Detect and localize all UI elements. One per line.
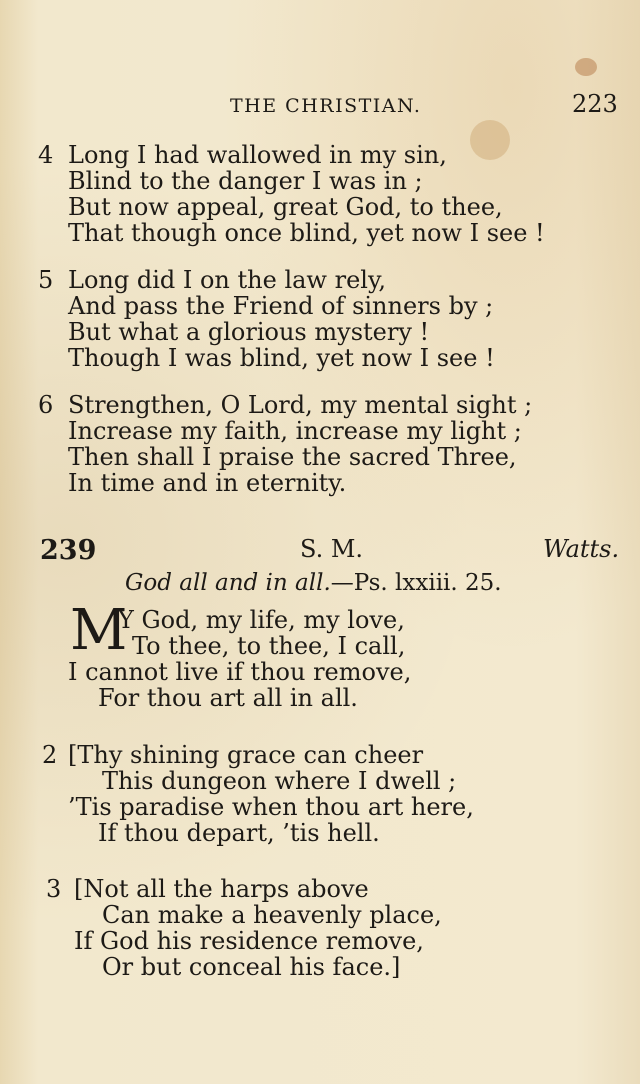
verse-line: Or but conceal his face.] — [102, 953, 401, 981]
hymn-subtitle — [125, 570, 502, 596]
verse-line: Strengthen, O Lord, my mental sight ; — [68, 391, 533, 419]
verse-line: Though I was blind, yet now I see ! — [68, 344, 495, 372]
hymn-header — [0, 535, 640, 565]
verse-line: If God his residence remove, — [74, 927, 424, 955]
verse-line: Long I had wallowed in my sin, — [68, 141, 447, 169]
verse-line: This dungeon where I dwell ; — [102, 767, 457, 795]
verse-line: Blind to the danger I was in ; — [68, 167, 423, 195]
verse-line: But what a glorious mystery ! — [68, 318, 430, 346]
hymn-number: 239 — [40, 535, 97, 566]
stain — [575, 58, 597, 76]
stanza-number: 5 — [38, 266, 54, 294]
stanza-number: 6 — [38, 391, 54, 419]
verse-line: To thee, to thee, I call, — [132, 632, 406, 660]
hymn-author: Watts. — [543, 535, 620, 563]
verse-line: Long did I on the law rely, — [68, 266, 386, 294]
verse-line: Then shall I praise the sacred Three, — [68, 443, 517, 471]
stain — [470, 120, 510, 160]
verse-line: Can make a heavenly place, — [102, 901, 442, 929]
stanza-number: 3 — [46, 875, 62, 903]
verse-line: But now appeal, great God, to thee, — [68, 193, 503, 221]
verse-line: ’Tis paradise when thou art here, — [68, 793, 474, 821]
subtitle-title: God all and in all. — [125, 570, 331, 596]
verse-line: If thou depart, ’tis hell. — [98, 819, 380, 847]
hymn-meter: S. M. — [300, 535, 364, 563]
page-number: 223 — [572, 90, 618, 118]
scripture-reference: —Ps. lxxiii. 25. — [330, 570, 502, 596]
verse-line: In time and in eternity. — [68, 469, 347, 497]
verse-line: Y God, my life, my love, — [118, 606, 405, 634]
drop-cap: M — [70, 598, 128, 663]
running-head: THE CHRISTIAN. — [230, 95, 422, 117]
verse-line: [Thy shining grace can cheer — [68, 741, 424, 769]
stanza-number: 4 — [38, 141, 54, 169]
verse-line: Increase my faith, increase my light ; — [68, 417, 522, 445]
verse-line: And pass the Friend of sinners by ; — [68, 292, 494, 320]
verse-line: That though once blind, yet now I see ! — [68, 219, 545, 247]
stanza-number: 2 — [42, 741, 58, 769]
verse-line: For thou art all in all. — [98, 684, 358, 712]
verse-line: [Not all the harps above — [74, 875, 369, 903]
verse-line: I cannot live if thou remove, — [68, 658, 412, 686]
